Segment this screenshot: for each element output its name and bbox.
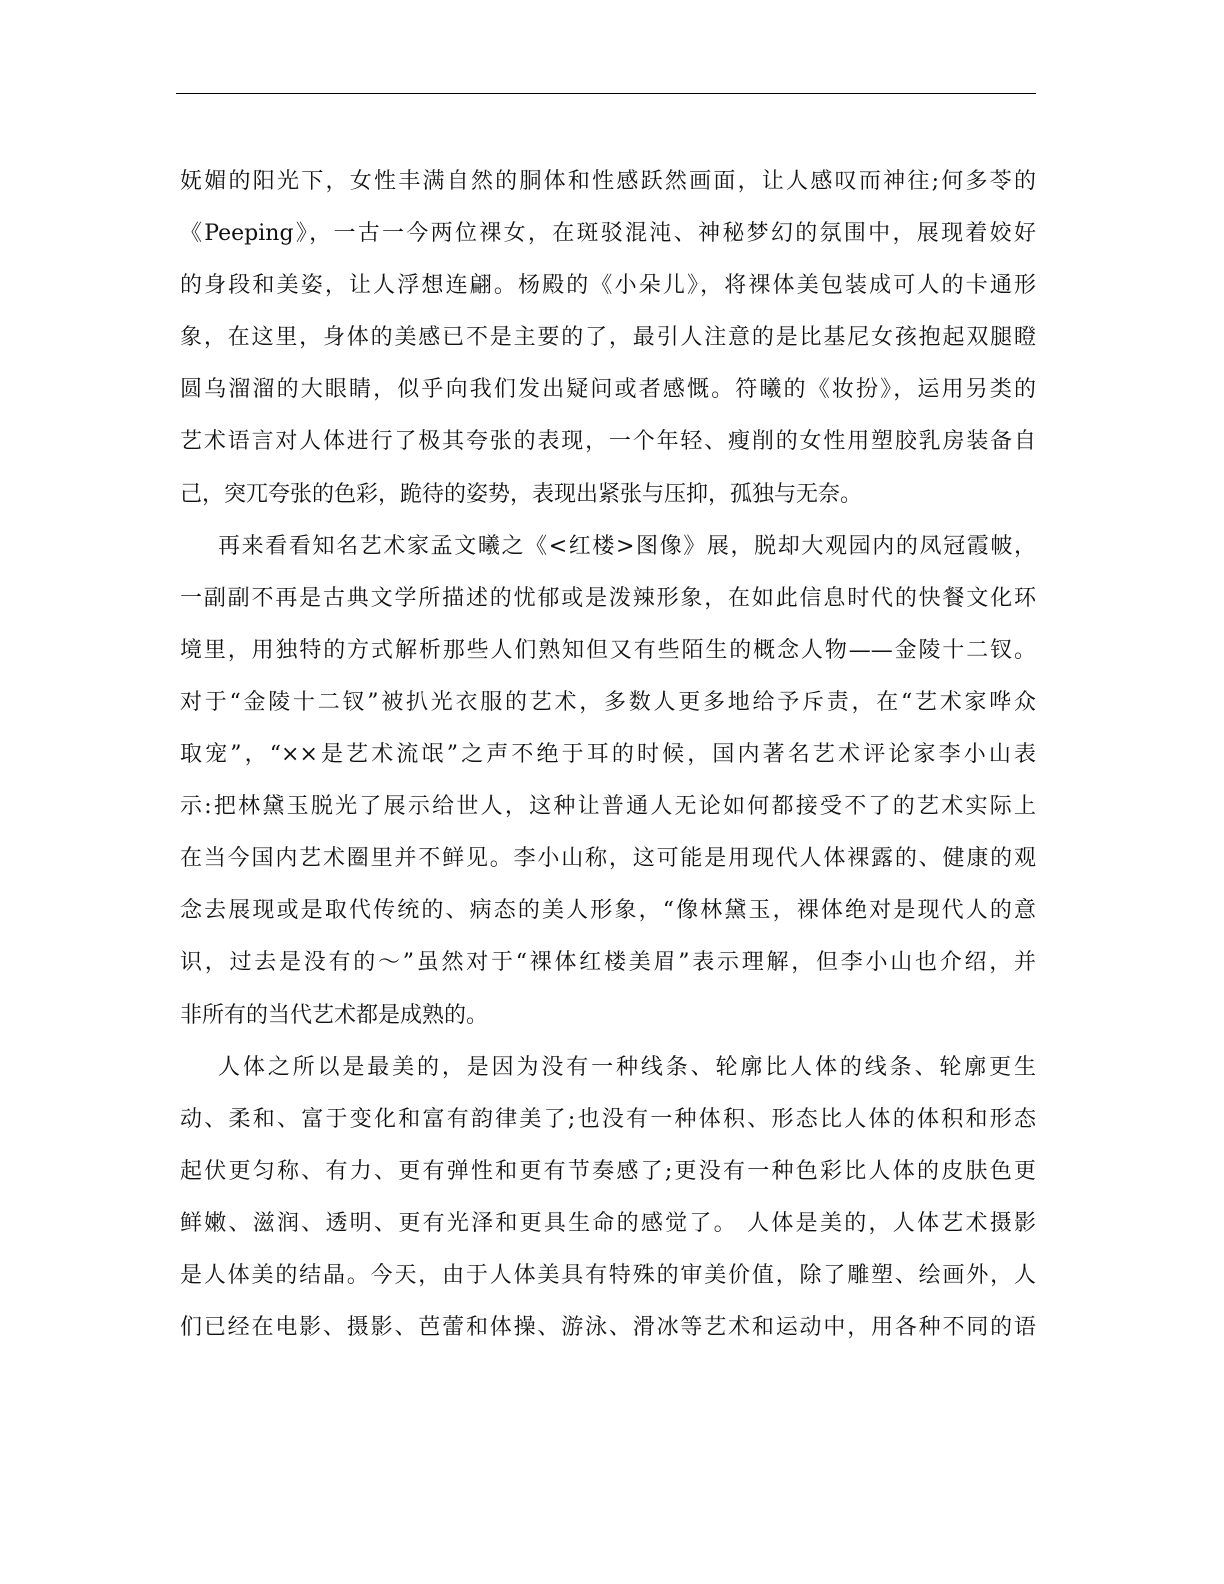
paragraph-1 (180, 156, 1036, 521)
text-line: 非所有的当代艺术都是成熟的。 (180, 1002, 489, 1028)
text-line: 对于“金陵十二钗”被扒光衣服的艺术，多数人更多地给予斥责，在“艺术家哗众 (180, 689, 1036, 715)
text-line: 圆乌溜溜的大眼睛，似乎向我们发出疑问或者感慨。符曦的《妆扮》，运用另类的 (180, 377, 1036, 403)
text-line: 再来看看知名艺术家孟文曦之《<红楼>图像》展，脱却大观园内的凤冠霞帔， (218, 533, 1036, 559)
text-line: 妩媚的阳光下，女性丰满自然的胴体和性感跃然画面，让人感叹而神往;何多苓的 (180, 169, 1036, 194)
paragraph-2 (180, 521, 1036, 1042)
text-line: 取宠”，“××是艺术流氓”之声不绝于耳的时候，国内著名艺术评论家李小山表 (180, 742, 1036, 768)
text-line: 艺术语言对人体进行了极其夸张的表现，一个年轻、瘦削的女性用塑胶乳房装备自 (180, 429, 1036, 455)
text-line: 识，过去是没有的～”虽然对于“裸体红楼美眉”表示理解，但李小山也介绍，并 (180, 950, 1036, 976)
header-rule (176, 93, 1036, 94)
text-line: 《Peeping》，一古一今两位裸女，在斑驳混沌、神秘梦幻的氛围中，展现着姣好 (180, 221, 1036, 247)
text-line: 是人体美的结晶。今天，由于人体美具有特殊的审美价值，除了雕塑、绘画外，人 (180, 1262, 1036, 1288)
paragraph-3 (180, 1042, 1036, 1355)
text-line: 的身段和美姿，让人浮想连翩。杨殿的《小朵儿》，将裸体美包装成可人的卡通形 (180, 273, 1036, 299)
text-line: 动、柔和、富于变化和富有韵律美了;也没有一种体积、形态比人体的体积和形态 (180, 1106, 1036, 1132)
text-line: 鲜嫩、滋润、透明、更有光泽和更具生命的感觉了。 人体是美的，人体艺术摄影 (180, 1210, 1036, 1236)
text-line: 己，突兀夸张的色彩，跪待的姿势，表现出紧张与压抑，孤独与无奈。 (180, 481, 863, 507)
text-line: 们已经在电影、摄影、芭蕾和体操、游泳、滑冰等艺术和运动中，用各种不同的语 (180, 1315, 1036, 1341)
document-body (180, 156, 1036, 1354)
text-line: 示:把林黛玉脱光了展示给世人，这种让普通人无论如何都接受不了的艺术实际上 (180, 794, 1036, 820)
text-line: 一副副不再是古典文学所描述的忧郁或是泼辣形象，在如此信息时代的快餐文化环 (180, 585, 1036, 611)
text-line: 人体之所以是最美的，是因为没有一种线条、轮廓比人体的线条、轮廓更生 (218, 1054, 1036, 1080)
text-line: 象，在这里，身体的美感已不是主要的了，最引人注意的是比基尼女孩抱起双腿瞪 (180, 325, 1036, 351)
text-line: 念去展现或是取代传统的、病态的美人形象，“像林黛玉，裸体绝对是现代人的意 (180, 898, 1036, 924)
text-line: 境里，用独特的方式解析那些人们熟知但又有些陌生的概念人物——金陵十二钗。 (180, 637, 1036, 663)
text-line: 起伏更匀称、有力、更有弹性和更有节奏感了;更没有一种色彩比人体的皮肤色更 (180, 1158, 1036, 1184)
text-line: 在当今国内艺术圈里并不鲜见。李小山称，这可能是用现代人体裸露的、健康的观 (180, 846, 1036, 872)
